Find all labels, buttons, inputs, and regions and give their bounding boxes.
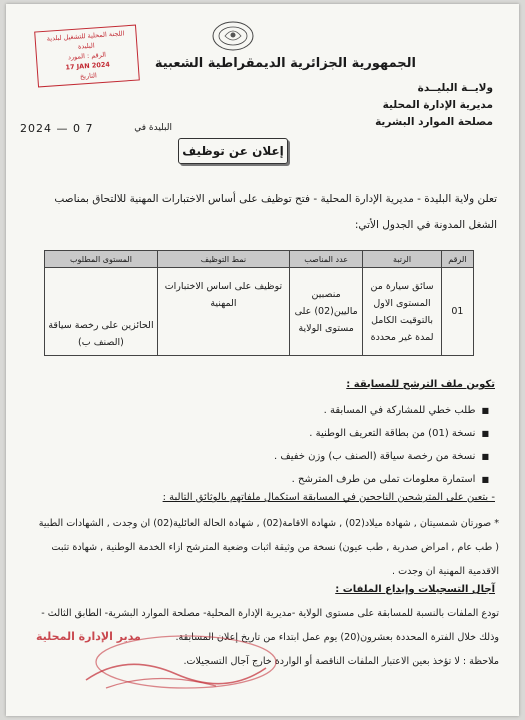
date-label: البليدة في	[134, 123, 172, 133]
list-item: ■ نسخة من رخصة سياقة (الصنف ب) وزن خفيف .	[249, 445, 489, 468]
deadlines-line-2: وذلك خلال الفترة المحددة بعشرون(20) يوم عمل ابتداء من تاريخ إعلان المسابقة.	[175, 632, 499, 643]
intro-line-1: تعلن ولاية البليدة - مديرية الإدارة المحلية - فتح توظيف على أساس الاختبارات المهنية للالتحاق بمناصب	[54, 193, 497, 205]
cell-mode: توظيف على اساس الاختبارات المهنية	[157, 268, 289, 356]
state-emblem-icon	[211, 20, 255, 52]
signature-title: مدير الإدارة المحلية	[36, 630, 141, 643]
wilaya-name: ولايــة البليــدة	[417, 82, 493, 94]
positions-table	[44, 250, 474, 356]
table-header-row	[45, 251, 474, 268]
date-value: 2024 — 0 7	[20, 122, 94, 135]
list-item: ■ طلب خطي للمشاركة في المسابقة .	[249, 399, 489, 422]
intro-line-2: الشغل المدونة في الجدول الأتي:	[354, 219, 497, 231]
successful-line-1: * صورتان شمسيتان , شهادة ميلاد(02) , شهادة الاقامة(02) , شهادة الحالة العائلية(02) ان وجدت , الشهادات الطبية	[38, 518, 499, 529]
deadlines-note: ملاحظة : لا تؤخذ بعين الاعتبار الملفات الناقصة أو الواردة خارج آجال التسجيلات.	[183, 656, 499, 667]
header-count: عدد المناصب	[289, 251, 362, 268]
successful-documents	[23, 512, 499, 584]
cell-level: الحائزين على رخصة سياقة (الصنف ب)	[45, 268, 158, 356]
announcement-title: إعلان عن توظيف	[178, 138, 288, 164]
deadlines-line-1: تودع الملفات بالنسبة للمسابقة على مستوى الولاية -مديرية الإدارة المحلية- مصلحة الموارد البشرية- الطابق الثالث -	[41, 608, 499, 619]
header-mode: نمط التوظيف	[157, 251, 289, 268]
cell-grade: سائق سيارة من المستوى الاول بالتوقيت الكامل لمدة غير محددة	[363, 268, 441, 356]
successful-heading: - يتعين على المترشحين الناجحين في المسابقة استكمال ملفاتهم بالوثائق التالية :	[162, 492, 495, 503]
stamp-date: 17 JAN 2024	[65, 60, 111, 72]
header-grade: الرتبة	[363, 251, 441, 268]
issuer-block	[375, 80, 493, 131]
successful-line-2: ( طب عام , امراض صدرية , طب عيون) نسخة من وثيقة اثبات وضعية المترشح ازاء الخدمة الوطنية , شهادة تثبت	[51, 542, 499, 553]
header-level: المستوى المطلوب	[45, 251, 158, 268]
deadlines-heading: آجال التسجيلات وإيداع الملفات :	[335, 584, 495, 595]
republic-heading: الجمهورية الجزائرية الديمقراطية الشعبية	[154, 56, 416, 71]
list-item: ■ استمارة معلومات تملى من طرف المترشح .	[249, 468, 489, 491]
stamp-line-5: التاريخ	[79, 71, 98, 81]
required-documents-list	[249, 399, 489, 491]
stamp-line-3: الرقم : المورد	[67, 50, 107, 62]
stamp-line-1: اللجنة المحلية للتشغيل لبلدية	[46, 29, 125, 43]
table-row	[45, 268, 474, 356]
intro-paragraph	[27, 186, 497, 238]
service-name: مصلحة الموارد البشرية	[375, 116, 493, 128]
cell-number: 01	[441, 268, 473, 356]
list-item: ■ نسخة (01) من بطاقة التعريف الوطنية .	[249, 422, 489, 445]
directorate-name: مديرية الإدارة المحلية	[382, 99, 493, 111]
successful-line-3: الاقدمية المهنية ان وجدت .	[391, 566, 499, 577]
date-line	[16, 120, 176, 140]
document-page	[6, 4, 519, 716]
stamp-line-2: البليدة	[77, 41, 95, 51]
reception-stamp	[34, 25, 140, 88]
file-heading: تكوين ملف الترشح للمسابقة :	[346, 379, 495, 390]
header-number: الرقم	[441, 251, 473, 268]
cell-count: منصبين ماليين(02) على مستوى الولاية	[289, 268, 362, 356]
